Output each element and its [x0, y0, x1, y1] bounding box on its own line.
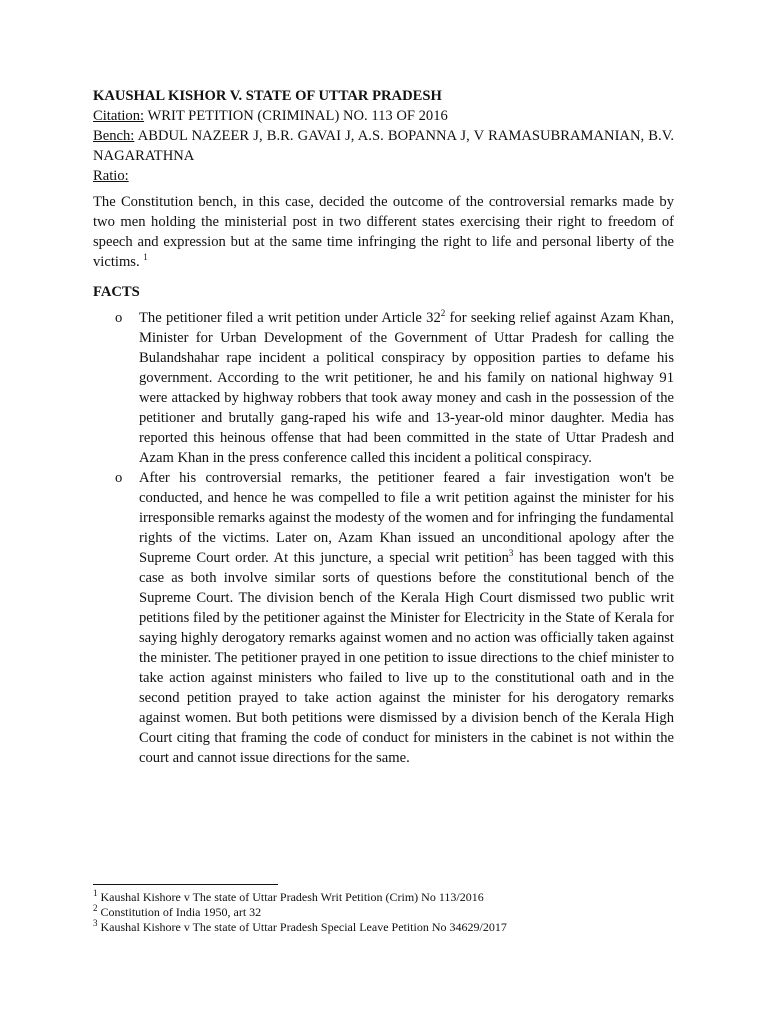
footnote-ref-2: 2 [440, 308, 446, 319]
footnotes [93, 890, 693, 935]
ratio-text: The Constitution bench, in this case, decided the outcome of the controversial remarks made by two men holding the ministerial post in two different states exercising their right to freedom of speech and expression but at the same time infringing the right to life and personal liberty of the victims. [93, 194, 674, 270]
footnote-ref-3: 3 [508, 548, 514, 559]
facts-heading: FACTS [93, 284, 140, 300]
ratio-label: Ratio: [93, 168, 129, 184]
bench-value: ABDUL NAZEER J, B.R. GAVAI J, A.S. BOPANNA J, V RAMASUBRAMANIAN, B.V. NAGARATHNA [93, 128, 674, 164]
footnote-ref-1: 1 [143, 252, 148, 263]
bench-label: Bench: [93, 128, 135, 144]
bullet-text: has been tagged with this case as both involve similar sorts of questions before the constitutional bench of the Supreme Court. The division bench of the Kerala High Court dismissed two public writ petitions filed by the petitioner against the Minister for Electricity in the State of Kerala for saying highly derogatory remarks against women and no action was officially taken against the minister. The petitioner prayed in one petition to issue directions to the chief minister to take action against ministers who failed to live up to the constitutional oath and in the second petition prayed to take action against the minister for his derogatory remarks against women. But both petitions were dismissed by a division bench of the Kerala High Court citing that framing the code of conduct for ministers in the cabinet is not within the court and cannot issue directions for the same. [139, 550, 674, 766]
ratio-line [93, 166, 674, 186]
bullet-text: The petitioner filed a writ petition under Article 32 [139, 310, 441, 326]
ratio-paragraph [93, 192, 674, 272]
footnote-text: Kaushal Kishore v The state of Uttar Pradesh Writ Petition (Crim) No 113/2016 [97, 890, 484, 904]
document-body [93, 86, 674, 768]
bullet-text: for seeking relief against Azam Khan, Minister for Urban Development of the Government of Uttar Pradesh for calling the Bulandshahar rape incident a political conspiracy by opposition parties to defame his government. According to the writ petitioner, he and his family on national highway 91 were attacked by highway robbers that took away money and cash in the possession of the petitioner and brutally gang-raped his wife and 13-year-old minor daughter. Media has reported this heinous offense that had been committed in the state of Uttar Pradesh and Azam Khan in the press conference called this incident a political conspiracy. [139, 310, 675, 466]
citation-label: Citation: [93, 108, 145, 124]
bench-line [93, 126, 674, 166]
footnote-divider [93, 884, 278, 885]
footnote-text: Constitution of India 1950, art 32 [97, 905, 262, 919]
citation-value: WRIT PETITION (CRIMINAL) NO. 113 OF 2016 [144, 108, 448, 124]
bullet-text: After his controversial remarks, the petitioner feared a fair investigation won't be conducted, and hence he was compelled to file a writ petition against the minister for his irresponsible remarks against the modesty of the women and for infringing the fundamental rights of the victims. Later on, Azam Khan issued an unconditional apology after the Supreme Court order. At this juncture, a special writ petition [139, 470, 674, 566]
footnote-text: Kaushal Kishore v The state of Uttar Pradesh Special Leave Petition No 34629/2017 [97, 920, 507, 934]
bullet-marker: o [115, 470, 123, 486]
footnote [93, 920, 693, 935]
list-item [93, 468, 674, 768]
citation-line [93, 106, 674, 126]
case-title: KAUSHAL KISHOR V. STATE OF UTTAR PRADESH [93, 88, 442, 104]
footnote-number: 2 [93, 903, 98, 913]
bullet-marker: o [115, 310, 123, 326]
facts-list [93, 308, 674, 768]
footnote [93, 905, 693, 920]
footnote-number: 1 [93, 888, 98, 898]
list-item [93, 308, 674, 468]
footnote-number: 3 [93, 918, 98, 928]
footnote [93, 890, 693, 905]
